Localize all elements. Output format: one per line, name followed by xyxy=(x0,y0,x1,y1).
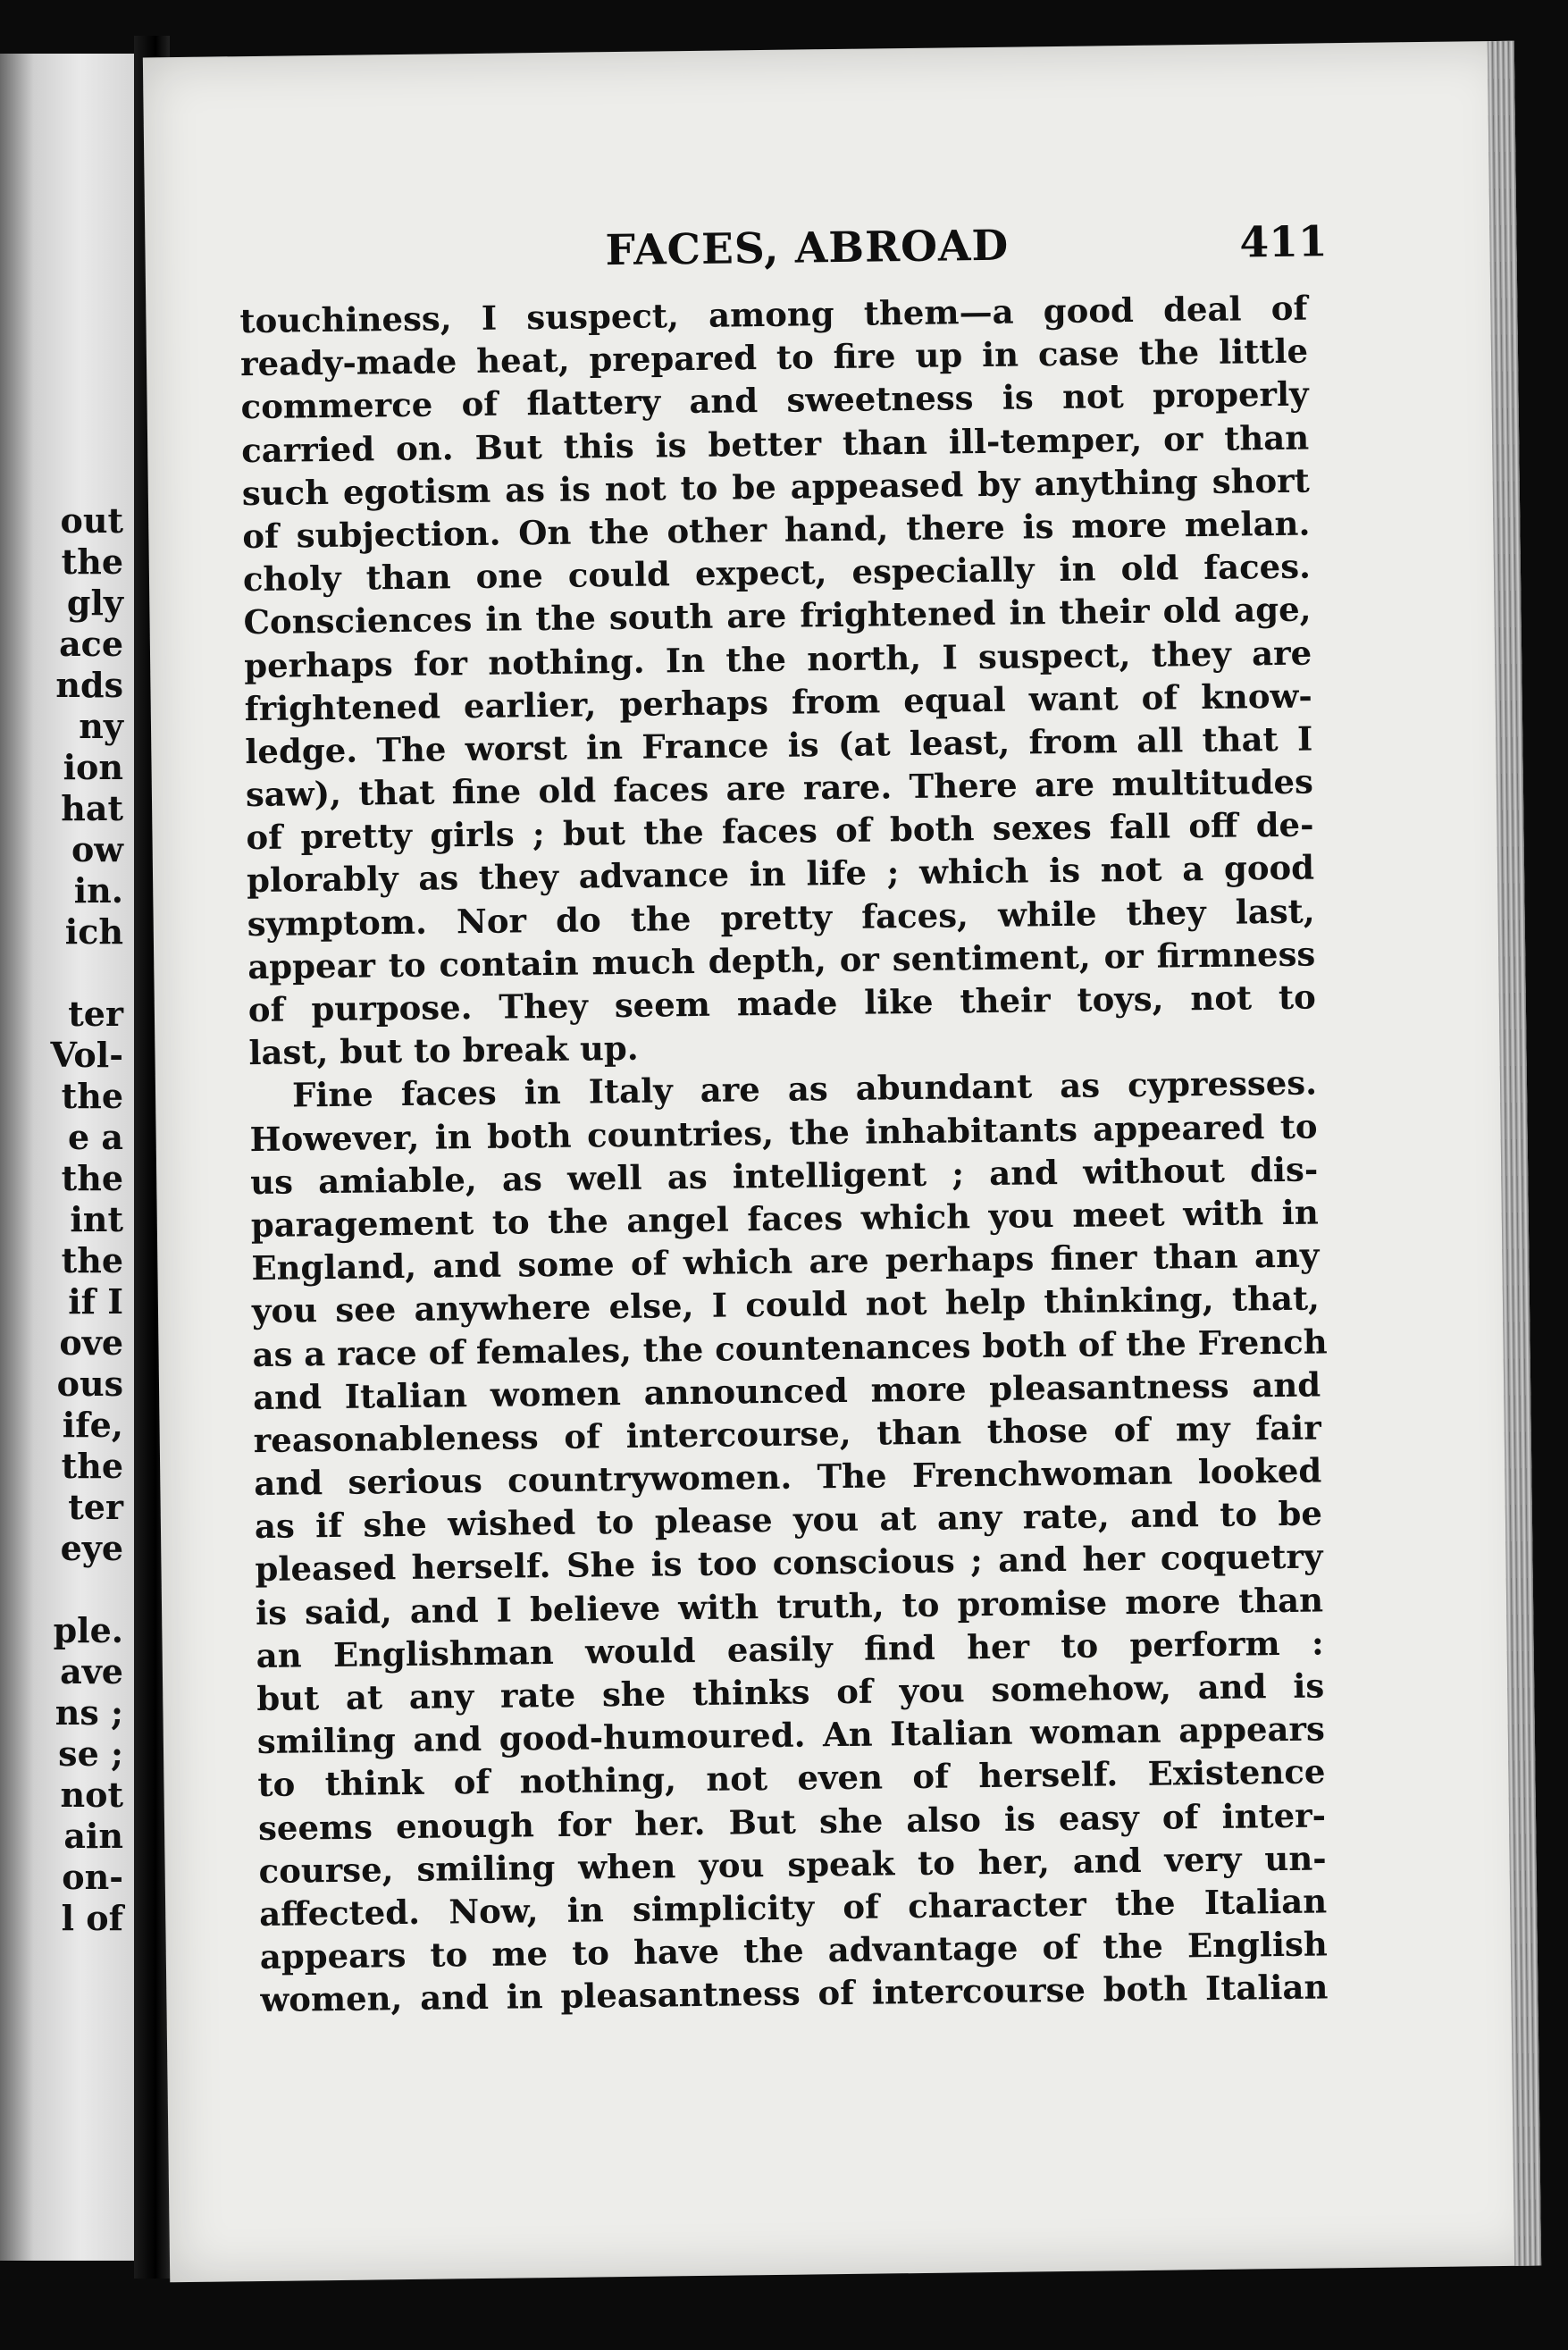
text-line: of subjection. On the other hand, there is more melan. xyxy=(242,503,1311,557)
text-line: an Englishman would easily find her to perform : xyxy=(256,1623,1324,1675)
body-text xyxy=(239,287,1328,2022)
text-line: Fine faces in Italy are as abundant as cypresses. xyxy=(291,1062,1318,1115)
text-line: as if she wished to please you at any rate, and to be xyxy=(254,1493,1323,1547)
facing-page-fragment: ple. xyxy=(53,1610,123,1650)
facing-page-fragment: gly xyxy=(66,583,123,623)
facing-page-fragment: int xyxy=(70,1199,123,1239)
text-line: and Italian women announced more pleasantness and xyxy=(252,1364,1321,1417)
facing-page-fragments xyxy=(0,500,134,1939)
facing-page-fragment xyxy=(0,1569,134,1610)
facing-page-fragment: ous xyxy=(56,1364,123,1404)
facing-page-fragment: ife, xyxy=(62,1405,123,1445)
text-line: but at any rate she thinks of you somehow, and is xyxy=(256,1666,1325,1719)
text-line: last, but to break up. xyxy=(248,1028,639,1073)
text-line: affected. Now, in simplicity of character the Italian xyxy=(258,1881,1328,1934)
text-line: appear to contain much depth, or sentiment, or firmness xyxy=(247,934,1316,986)
facing-page-fragment: ow xyxy=(71,829,123,869)
text-line: and serious countrywomen. The Frenchwoman looked xyxy=(254,1450,1322,1504)
facing-page-fragment: ove xyxy=(59,1322,123,1363)
text-line: touchiness, I suspect, among them—a good deal of xyxy=(239,288,1308,341)
text-line: to think of nothing, not even of herself. Existence xyxy=(257,1751,1326,1805)
text-line: Consciences in the south are frightened in their old age, xyxy=(243,589,1312,642)
text-line: symptom. Nor do the pretty faces, while they last, xyxy=(247,891,1315,944)
page-header xyxy=(145,216,1413,276)
facing-page-fragment: eye xyxy=(60,1528,123,1568)
text-line: carried on. But this is better than ill-temper, or than xyxy=(240,417,1310,470)
facing-page-edge xyxy=(0,54,134,2261)
running-head: FACES, ABROAD xyxy=(605,221,1010,276)
page-number: 411 xyxy=(1239,217,1328,268)
facing-page-fragment: ain xyxy=(63,1816,123,1856)
text-line: ready-made heat, prepared to fire up in case the little xyxy=(239,331,1309,384)
text-line: choly than one could expect, especially in old faces. xyxy=(242,546,1312,600)
text-line: frightened earlier, perhaps from equal want of know- xyxy=(244,676,1312,728)
facing-page-fragment: the xyxy=(61,1446,123,1486)
facing-page-fragment: ave xyxy=(60,1651,123,1691)
text-line: paragement to the angel faces which you meet with in xyxy=(250,1192,1319,1246)
text-line: plorably as they advance in life ; which is not a good xyxy=(246,847,1315,901)
facing-page-fragment: in. xyxy=(73,870,123,911)
facing-page-fragment: the xyxy=(61,541,123,582)
book-page xyxy=(143,41,1541,2283)
facing-page-fragment: Vol- xyxy=(50,1035,123,1075)
facing-page-fragment: if I xyxy=(68,1281,123,1322)
text-line: women, and in pleasantness of intercourse both Italian xyxy=(260,1967,1329,2020)
text-line: course, smiling when you speak to her, and very un- xyxy=(258,1838,1327,1891)
text-line: such egotism as is not to be appeased by anything short xyxy=(241,460,1310,513)
text-line: as a race of females, the countenances both of the French xyxy=(252,1321,1328,1374)
text-line: us amiable, as well as intelligent ; and without dis- xyxy=(249,1149,1319,1202)
facing-page-fragment: ny xyxy=(79,706,123,746)
text-line: perhaps for nothing. In the north, I suspect, they are xyxy=(243,633,1312,685)
text-line: pleased herself. She is too conscious ; and her coquetry xyxy=(255,1536,1323,1590)
facing-page-fragment: ich xyxy=(64,911,123,952)
text-line: commerce of flattery and sweetness is not properly xyxy=(240,373,1309,427)
facing-page-fragment: on- xyxy=(62,1857,123,1897)
text-line: of pretty girls ; but the faces of both sexes fall off de- xyxy=(246,804,1314,858)
text-line: seems enough for her. But she also is easy of inter- xyxy=(257,1795,1327,1848)
facing-page-fragment: out xyxy=(60,500,123,541)
text-line: you see anywhere else, I could not help thinking, that, xyxy=(251,1278,1321,1331)
text-line: England, and some of which are perhaps finer than any xyxy=(251,1235,1320,1288)
facing-page-fragment: ter xyxy=(68,994,123,1034)
text-line: appears to me to have the advantage of the English xyxy=(259,1924,1329,1977)
facing-page-fragment: hat xyxy=(61,788,123,828)
text-line: is said, and I believe with truth, to promise more than xyxy=(255,1580,1324,1632)
text-line: reasonableness of intercourse, than those of my fair xyxy=(253,1407,1321,1460)
facing-page-fragment: ace xyxy=(59,624,123,664)
facing-page-fragment: l of xyxy=(61,1898,123,1938)
facing-page-fragment: e a xyxy=(67,1117,123,1157)
text-line: However, in both countries, the inhabitants appeared to xyxy=(249,1106,1318,1159)
facing-page-fragment: the xyxy=(61,1158,123,1198)
facing-page-fragment: the xyxy=(61,1240,123,1280)
facing-page-fragment: ns ; xyxy=(55,1692,123,1733)
facing-page-fragment: se ; xyxy=(58,1733,123,1774)
text-line: smiling and good-humoured. An Italian woman appears xyxy=(256,1708,1326,1762)
facing-page-fragment: ter xyxy=(68,1487,123,1527)
text-line: of purpose. They seem made like their toys, not to xyxy=(247,977,1317,1030)
facing-page-fragment: ion xyxy=(63,747,123,787)
facing-page-fragment: the xyxy=(61,1076,123,1116)
text-line: ledge. The worst in France is (at least, from all that I xyxy=(245,718,1313,772)
facing-page-fragment: nds xyxy=(55,665,123,705)
page-stack-edge xyxy=(1488,41,1541,2266)
facing-page-fragment: not xyxy=(60,1775,123,1815)
text-line: saw), that fine old faces are rare. There are multitudes xyxy=(245,761,1314,815)
facing-page-fragment xyxy=(0,953,134,994)
